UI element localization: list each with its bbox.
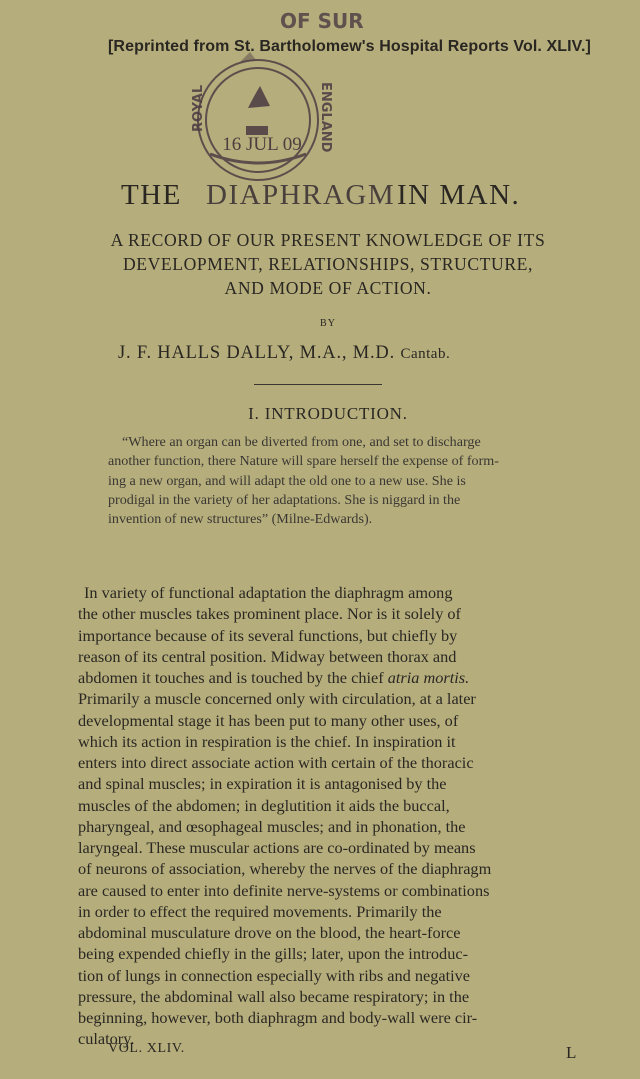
divider-rule	[254, 384, 382, 385]
body-line: pressure, the abdominal wall also became respiratory; in the	[78, 986, 470, 1006]
body-line: the other muscles takes prominent place. Nor is it solely of	[78, 604, 461, 624]
stamp-seal-icon	[182, 4, 364, 156]
body-line: being expended chiefly in the gills; later, upon the introduc-	[78, 944, 468, 964]
body-line: pharyngeal, and œsophageal muscles; and in phonation, the	[78, 816, 466, 836]
body-line: reason of its central position. Midway between thorax and	[78, 646, 457, 666]
title-part-diaphragm: DIAPHRAGM	[206, 179, 396, 211]
italic-phrase: atria mortis.	[387, 668, 470, 687]
body-line: developmental stage it has been put to many other uses, of	[78, 710, 459, 730]
stamp-top-text: OF SUR	[280, 9, 364, 33]
subtitle-line-2: DEVELOPMENT, RELATIONSHIPS, STRUCTURE,	[122, 254, 534, 274]
title-part-in-man: IN MAN.	[397, 179, 521, 211]
title-part-the: THE	[121, 179, 182, 211]
quote-line: another function, there Nature will spare herself the expense of form-	[108, 453, 499, 470]
quote-line: prodigal in the variety of her adaptations. She is niggard in the	[108, 491, 461, 508]
stamp-right-text: ENGLAND	[318, 82, 333, 153]
body-line: laryngeal. These muscular actions are co-ordinated by means	[78, 838, 476, 857]
body-line: which its action in respiration is the chief. In inspiration it	[78, 731, 456, 751]
epigraph-quote	[108, 433, 616, 529]
section-heading: I. INTRODUCTION.	[248, 404, 408, 423]
body-line: are caused to enter into definite nerve-systems or combinations	[78, 880, 490, 900]
body-line: and spinal muscles; in expiration it is antagonised by the	[78, 774, 447, 794]
body-line: abdominal musculature drove on the blood, the heart-force	[78, 923, 461, 942]
subtitle-line-1: A RECORD OF OUR PRESENT KNOWLEDGE OF ITS	[110, 230, 546, 250]
body-line: abdomen it touches and is touched by the chief atria mortis.	[78, 668, 470, 687]
quote-line: invention of new structures” (Milne-Edwards).	[108, 511, 373, 528]
library-stamp	[182, 4, 364, 156]
body-line: in order to effect the required movements. Primarily the	[78, 901, 442, 921]
subtitle-line-3: AND MODE OF ACTION.	[224, 278, 432, 298]
author-line	[118, 343, 450, 364]
author-degree-suffix: Cantab.	[400, 346, 451, 362]
body-line: of neurons of association, whereby the nerves of the diaphragm	[78, 859, 492, 879]
stamp-left-text: ROYAL	[191, 84, 206, 132]
body-line: In variety of functional adaptation the diaphragm among	[84, 583, 453, 602]
quote-line: ing a new organ, and will adapt the old one to a new use. She is	[108, 472, 466, 489]
body-line: tion of lungs in connection especially with ribs and negative	[78, 965, 471, 985]
byline: BY	[320, 318, 336, 329]
footer-volume: VOL. XLIV.	[108, 1041, 185, 1056]
body-line: muscles of the abdomen; in deglutition it aids the buccal,	[78, 795, 450, 815]
reprint-header: [Reprinted from St. Bartholomew's Hospital Reports Vol. XLIV.]	[108, 38, 591, 55]
author-name: J. F. HALLS DALLY, M.A., M.D.	[118, 343, 396, 363]
body-line: beginning, however, both diaphragm and body-wall were cir-	[78, 1008, 478, 1027]
body-line: enters into direct associate action with certain of the thoracic	[78, 753, 474, 772]
body-line: Primarily a muscle concerned only with circulation, at a later	[78, 689, 476, 709]
stamp-date: 16 JUL 09	[222, 134, 302, 155]
footer-signature-mark: L	[566, 1043, 577, 1062]
body-line: culatory.	[78, 1029, 135, 1049]
quote-line: “Where an organ can be diverted from one, and set to discharge	[122, 434, 481, 450]
body-paragraph	[78, 582, 618, 1050]
body-line: importance because of its several functions, but chiefly by	[78, 625, 458, 645]
